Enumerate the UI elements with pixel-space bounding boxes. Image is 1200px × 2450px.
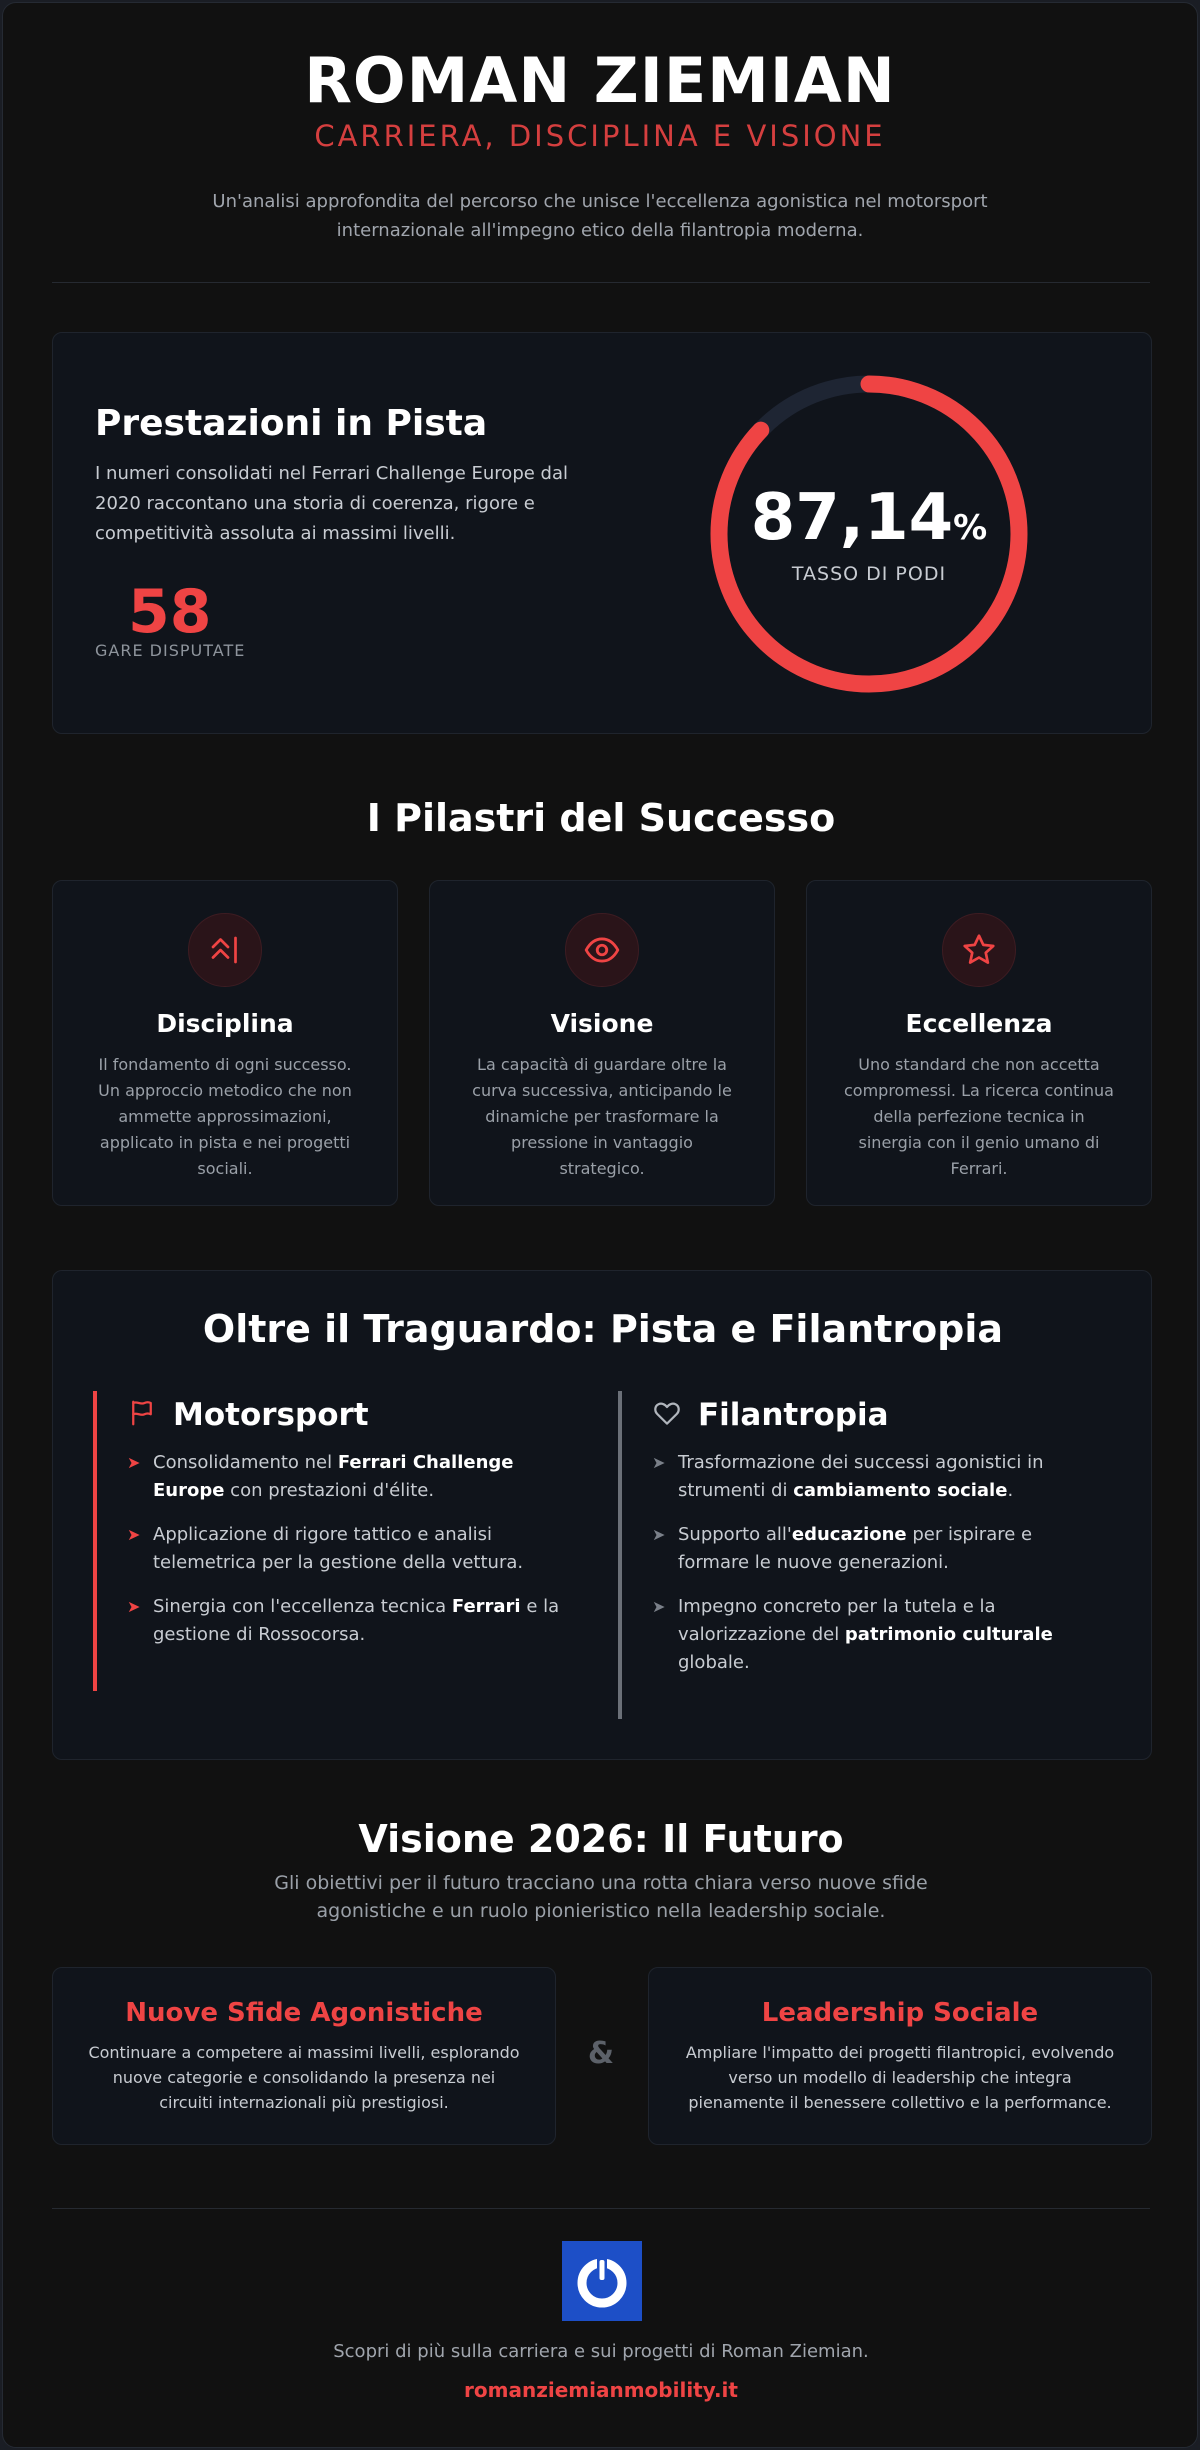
- chevrons-up-icon: [188, 913, 262, 987]
- philanthropy-list: [652, 1449, 1088, 1677]
- pillars-title: I Pilastri del Successo: [366, 796, 836, 840]
- list-item: ➤ Trasformazione dei successi agonistici in strumenti di cambiamento sociale.: [652, 1449, 1088, 1505]
- list-item: ➤ Supporto all'educazione per ispirare e formare le nuove generazioni.: [652, 1521, 1088, 1577]
- pillar-title: Eccellenza: [905, 1009, 1053, 1038]
- goal-title: Nuove Sfide Agonistiche: [125, 1998, 483, 2028]
- eye-icon: [565, 913, 639, 987]
- goal-text: Ampliare l'impatto dei progetti filantropici, evolvendo verso un modello di leadership che integra pienamente il benessere collettivo e la performance.: [685, 2043, 1115, 2112]
- vision-title: Visione 2026: Il Futuro: [358, 1817, 844, 1861]
- motorsport-column: [93, 1391, 563, 1691]
- arrow-bullet-icon: ➤: [652, 1453, 666, 1472]
- podium-number: 87,14: [750, 481, 954, 555]
- pillar-card-disciplina: [52, 880, 398, 1206]
- podium-value: [751, 483, 988, 563]
- page-subtitle: CARRIERA, DISCIPLINA E VISIONE: [314, 119, 886, 153]
- brand-logo[interactable]: [562, 2241, 642, 2321]
- goal-text: Continuare a competere ai massimi livelli, esplorando nuove categorie e consolidando la presenza nei circuiti internazionali più prestigiosi.: [88, 2043, 520, 2112]
- list-item: ➤ Applicazione di rigore tattico e analisi telemetrica per la gestione della vettura.: [127, 1521, 563, 1577]
- motorsport-header: [127, 1391, 563, 1439]
- header-divider: [52, 282, 1150, 283]
- star-icon: [942, 913, 1016, 987]
- pillar-text: Uno standard che non accetta compromessi. La ricerca continua della perfezione tecnica in sinergia con il genio umano di Ferrari.: [844, 1055, 1114, 1178]
- footer-text: Scopri di più sulla carriera e sui progetti di Roman Ziemian.: [333, 2341, 869, 2362]
- footer-divider: [52, 2208, 1150, 2209]
- goal-title: Leadership Sociale: [761, 1998, 1039, 2028]
- races-label: GARE DISPUTATE: [95, 641, 246, 660]
- arrow-bullet-icon: ➤: [652, 1597, 666, 1616]
- vision-subtitle-wrap: [3, 1869, 1198, 1925]
- vision-subtitle: Gli obiettivi per il futuro tracciano una rotta chiara verso nuove sfide agonistiche e un ruolo pionieristico nella leadership sociale.: [274, 1872, 928, 1922]
- footer-website-link[interactable]: romanziemianmobility.it: [464, 2378, 738, 2402]
- philanthropy-header: [652, 1391, 1088, 1439]
- intro-text: Un'analisi approfondita del percorso che unisce l'eccellenza agonistica nel motorsport internazionale all'impegno etico della filantropia moderna.: [212, 191, 988, 241]
- ampersand: &: [587, 2036, 615, 2071]
- podium-label: TASSO DI PODI: [791, 563, 947, 585]
- goal-card-social: [648, 1967, 1152, 2145]
- arrow-bullet-icon: ➤: [127, 1597, 141, 1616]
- podium-unit: %: [953, 508, 988, 548]
- pillar-title: Visione: [550, 1009, 654, 1038]
- list-item: ➤ Sinergia con l'eccellenza tecnica Ferrari e la gestione di Rossocorsa.: [127, 1593, 563, 1649]
- beyond-title: Oltre il Traguardo: Pista e Filantropia: [202, 1307, 1004, 1351]
- list-item: ➤ Consolidamento nel Ferrari Challenge Europe con prestazioni d'élite.: [127, 1449, 563, 1505]
- arrow-bullet-icon: ➤: [127, 1453, 141, 1472]
- podium-ring-text: [704, 369, 1034, 699]
- pillar-text: La capacità di guardare oltre la curva successiva, anticipando le dinamiche per trasformare la pressione in vantaggio strategico.: [472, 1055, 732, 1178]
- beyond-card: [52, 1270, 1152, 1760]
- performance-card: [52, 332, 1152, 734]
- pillar-card-visione: [429, 880, 775, 1206]
- pillar-card-eccellenza: [806, 880, 1152, 1206]
- list-item: ➤ Impegno concreto per la tutela e la valorizzazione del patrimonio culturale globale.: [652, 1593, 1088, 1677]
- motorsport-list: [127, 1449, 563, 1649]
- races-value: 58: [128, 577, 212, 647]
- philanthropy-title: Filantropia: [698, 1397, 889, 1433]
- performance-description: I numeri consolidati nel Ferrari Challenge Europe dal 2020 raccontano una storia di coerenza, rigore e competitività assoluta ai massimi livelli.: [95, 463, 569, 544]
- goal-card-agonistic: [52, 1967, 556, 2145]
- header: [3, 3, 1197, 245]
- pillar-text: Il fondamento di ogni successo. Un approccio metodico che non ammette approssimazioni, applicato in pista e nei progetti sociali.: [98, 1055, 352, 1178]
- page: [2, 2, 1198, 2448]
- performance-title: Prestazioni in Pista: [95, 403, 488, 444]
- arrow-bullet-icon: ➤: [127, 1525, 141, 1544]
- heart-icon: [652, 1398, 682, 1432]
- page-title: ROMAN ZIEMIAN: [304, 44, 896, 117]
- philanthropy-column: [618, 1391, 1088, 1719]
- motorsport-title: Motorsport: [173, 1397, 369, 1433]
- pillar-title: Disciplina: [156, 1009, 294, 1038]
- flag-icon: [127, 1398, 157, 1432]
- arrow-bullet-icon: ➤: [652, 1525, 666, 1544]
- power-logo-icon: [573, 2252, 631, 2310]
